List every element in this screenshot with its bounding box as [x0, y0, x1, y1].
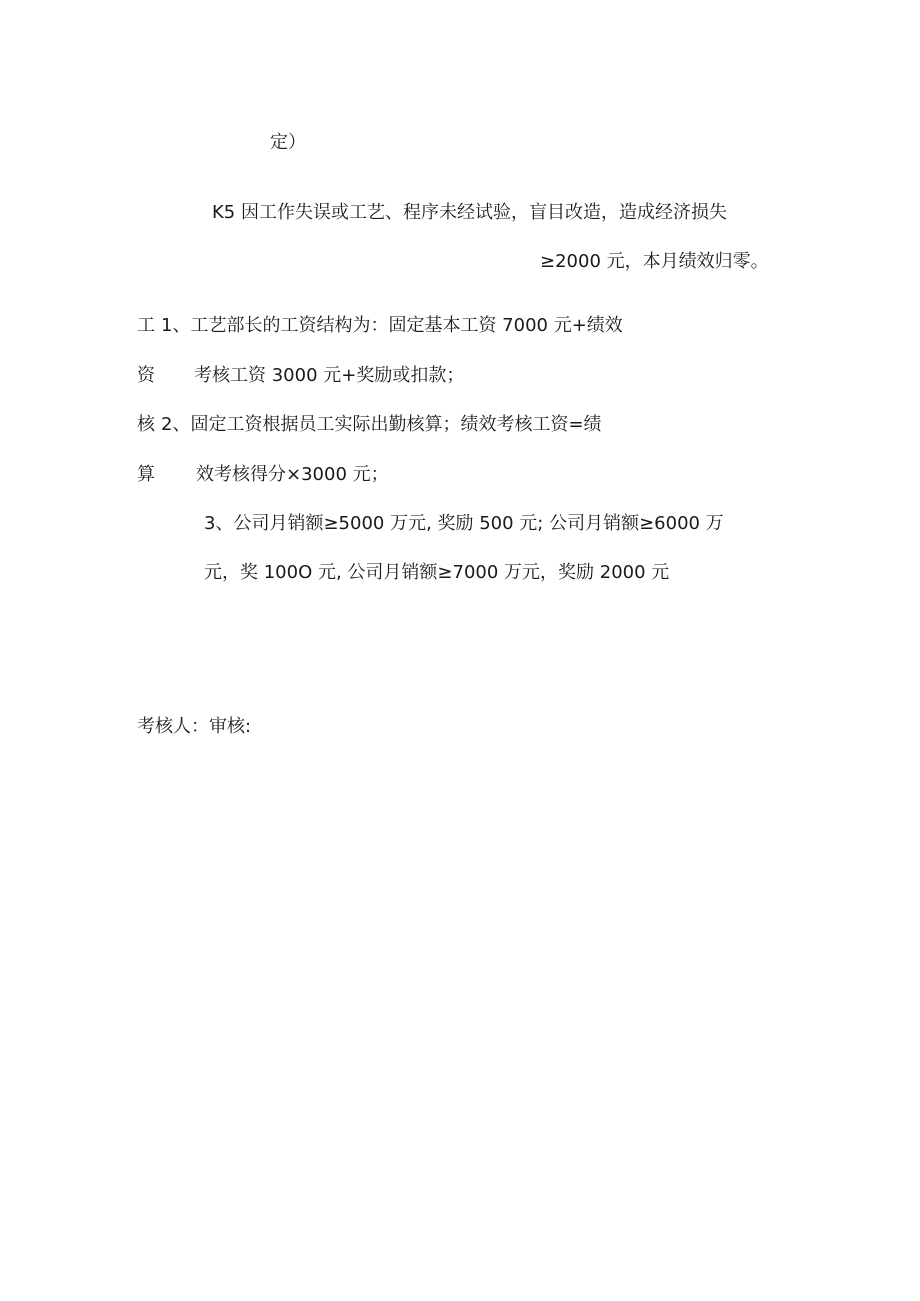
salary-line-2: 考核工资 3000 元+奖励或扣款； [194, 365, 465, 386]
bonus-line-2: 元，奖 100O 元, 公司月销额≥7000 万元，奖励 2000 元 [204, 562, 670, 583]
continued-text: 定） [270, 132, 306, 153]
salary-side-label-2: 资 [137, 365, 155, 386]
salary-line-3: 2、固定工资根据员工实际出勤核算；绩效考核工资=绩 [161, 414, 602, 435]
salary-side-label-1: 工 [137, 315, 155, 336]
salary-line-1: 1、工艺部长的工资结构为：固定基本工资 7000 元+绩效 [161, 315, 623, 336]
bonus-line-1: 3、公司月销额≥5000 万元, 奖励 500 元; 公司月销额≥6000 万 [204, 513, 724, 534]
signature-line: 考核人：审核: [137, 716, 252, 737]
salary-line-4: 效考核得分×3000 元； [196, 464, 389, 485]
salary-side-label-4: 算 [137, 464, 155, 485]
salary-side-label-3: 核 [137, 414, 155, 435]
k5-item-line-1: K5 因工作失误或工艺、程序未经试验，盲目改造，造成经济损失 [212, 202, 727, 223]
k5-item-line-2: ≥2000 元，本月绩效归零。 [540, 251, 769, 272]
